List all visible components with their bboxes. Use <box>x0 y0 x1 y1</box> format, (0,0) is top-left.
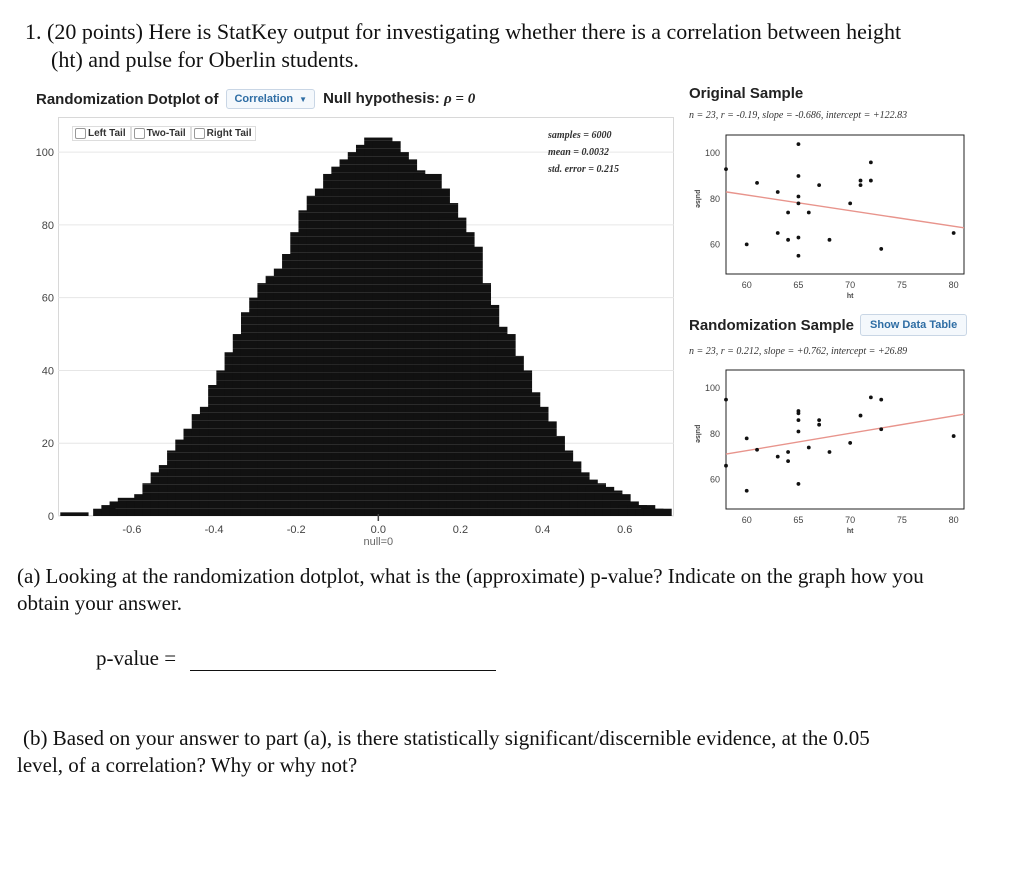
randomization-dotplot-title: Randomization Dotplot of <box>36 90 219 108</box>
scatter-y-tick-label: 80 <box>709 193 720 204</box>
part-b-question <box>17 725 1007 779</box>
null-marker-label: null=0 <box>363 536 394 548</box>
scatter-x-tick-label: 60 <box>741 515 752 525</box>
scatter-point <box>776 190 780 194</box>
scatter-point <box>807 446 811 450</box>
randomization-sample-row <box>689 314 967 336</box>
scatter-point <box>724 398 728 402</box>
scatter-point <box>724 464 728 468</box>
scatter-frame-group <box>694 135 964 300</box>
samples-stat: samples = 6000 <box>548 130 612 141</box>
scatter-point <box>786 238 790 242</box>
question-header <box>25 18 985 74</box>
scatter-point <box>952 434 956 438</box>
left-tail-checkbox[interactable] <box>75 128 86 139</box>
question-line-2: (ht) and pulse for Oberlin students. <box>51 47 359 72</box>
scatter-point <box>817 418 821 422</box>
scatter-point <box>828 450 832 454</box>
dotplot-x-ticks <box>122 524 632 536</box>
scatter-point <box>859 179 863 183</box>
scatter-x-tick-label: 70 <box>845 280 856 290</box>
scatter-point <box>724 167 728 171</box>
scatter-point <box>817 423 821 427</box>
scatter-x-tick-label: 80 <box>948 515 959 525</box>
pvalue-row <box>96 646 496 671</box>
right-tail-option[interactable] <box>191 126 257 141</box>
scatter-point <box>786 211 790 215</box>
null-hypothesis <box>323 90 475 108</box>
left-tail-label: Left Tail <box>88 128 126 139</box>
scatter-point <box>859 183 863 187</box>
dotplot-y-tick-label: 40 <box>41 365 54 378</box>
randomization-sample-title: Randomization Sample <box>689 316 855 334</box>
scatter-point <box>797 418 801 422</box>
scatter-x-axis-label: ht <box>846 293 854 300</box>
original-sample-stats: n = 23, r = -0.19, slope = -0.686, intercept = +122.83 <box>689 110 908 121</box>
scatter-point <box>745 242 749 246</box>
scatter-point <box>786 450 790 454</box>
dotplot-x-tick-label: -0.2 <box>286 524 306 536</box>
scatter-point <box>755 181 759 185</box>
null-hypothesis-label: Null hypothesis: <box>323 90 440 107</box>
dotplot-bar <box>60 512 88 516</box>
statistic-dropdown-label: Correlation <box>234 93 294 105</box>
tail-options <box>72 126 256 141</box>
scatter-y-tick-label: 100 <box>704 148 720 159</box>
scatter-x-tick-label: 70 <box>845 515 856 525</box>
dotplot-bar <box>643 509 671 516</box>
randomization-title-row <box>36 86 475 112</box>
randomization-dotplot <box>58 117 674 548</box>
scatter-point <box>817 183 821 187</box>
scatter-point <box>879 398 883 402</box>
dotplot-x-tick-label: 0.0 <box>370 524 386 536</box>
dotplot-x-tick-label: 0.6 <box>617 524 633 536</box>
dotplot-y-tick-label: 0 <box>47 511 54 523</box>
mean-stat: mean = 0.0032 <box>548 147 609 158</box>
original-sample-scatter <box>682 127 972 307</box>
scatter-y-tick-label: 60 <box>709 239 720 250</box>
dotplot-x-tick-label: 0.4 <box>534 524 551 536</box>
dotplot-x-tick-label: -0.4 <box>204 524 224 536</box>
scatter-point <box>869 395 873 399</box>
scatter-point <box>797 195 801 199</box>
scatter-y-tick-label: 80 <box>709 428 720 439</box>
scatter-y-axis-label: pulse <box>694 189 701 208</box>
std-error-stat: std. error = 0.215 <box>548 164 619 175</box>
scatter-point <box>797 142 801 146</box>
dotplot-bars <box>60 138 671 516</box>
scatter-point <box>745 489 749 493</box>
scatter-x-axis-label: ht <box>846 528 854 535</box>
dotplot-y-tick-label: 80 <box>41 219 54 232</box>
dotplot-y-axis <box>24 117 58 537</box>
right-tail-label: Right Tail <box>206 128 252 139</box>
part-a-question: (a) Looking at the randomization dotplot, what is the (approximate) p-value? Indicate on the graph how you obtain your answer. <box>17 564 924 615</box>
dotplot-y-tick-label: 60 <box>41 292 54 305</box>
two-tail-label: Two-Tail <box>146 128 186 139</box>
left-tail-option[interactable] <box>72 126 131 141</box>
dotplot-x-tick-label: 0.2 <box>452 524 469 536</box>
scatter-point <box>776 455 780 459</box>
scatter-point <box>755 448 759 452</box>
scatter-point <box>797 430 801 434</box>
original-sample-title: Original Sample <box>689 85 804 102</box>
scatter-point <box>848 201 852 205</box>
right-tail-checkbox[interactable] <box>194 128 205 139</box>
scatter-point <box>797 409 801 413</box>
scatter-x-tick-label: 80 <box>948 280 959 290</box>
scatter-y-tick-label: 100 <box>704 383 720 394</box>
pvalue-answer-blank[interactable] <box>190 650 496 671</box>
pvalue-label: p-value = <box>96 646 177 670</box>
scatter-point <box>776 231 780 235</box>
scatter-point <box>797 201 801 205</box>
scatter-point <box>786 459 790 463</box>
scatter-point <box>859 414 863 418</box>
scatter-point <box>879 247 883 251</box>
part-b-line-2: level, of a correlation? Why or why not? <box>17 753 358 777</box>
scatter-y-tick-label: 60 <box>709 474 720 485</box>
scatter-point <box>797 482 801 486</box>
scatter-point <box>797 174 801 178</box>
scatter-x-tick-label: 60 <box>741 280 752 290</box>
question-line-1: 1. (20 points) Here is StatKey output for investigating whether there is a correlation between height <box>25 19 902 44</box>
scatter-point <box>807 211 811 215</box>
two-tail-option[interactable] <box>131 126 191 141</box>
scatter-point <box>869 179 873 183</box>
scatter-y-axis-label: pulse <box>694 424 701 443</box>
scatter-point <box>745 436 749 440</box>
scatter-point <box>848 441 852 445</box>
randomization-sample-stats: n = 23, r = 0.212, slope = +0.762, intercept = +26.89 <box>689 346 908 357</box>
scatter-point <box>797 236 801 240</box>
dotplot-stats <box>548 127 619 178</box>
show-data-table-button[interactable]: Show Data Table <box>860 314 967 336</box>
statistic-dropdown[interactable] <box>226 89 315 109</box>
scatter-point <box>828 238 832 242</box>
scatter-point <box>869 160 873 164</box>
scatter-x-tick-label: 75 <box>896 280 907 290</box>
two-tail-checkbox[interactable] <box>134 128 145 139</box>
dotplot-x-tick-label: -0.6 <box>122 524 142 536</box>
scatter-x-tick-label: 75 <box>896 515 907 525</box>
dotplot-y-tick-label: 100 <box>35 147 54 160</box>
scatter-frame <box>726 370 964 509</box>
scatter-x-tick-label: 65 <box>793 515 804 525</box>
scatter-x-tick-label: 65 <box>793 280 804 290</box>
randomization-sample-scatter <box>682 362 972 542</box>
scatter-point <box>797 254 801 258</box>
scatter-point <box>879 427 883 431</box>
scatter-point <box>952 231 956 235</box>
scatter-frame <box>726 135 964 274</box>
chevron-down-icon: ▼ <box>299 94 308 104</box>
dotplot-y-tick-label: 20 <box>41 438 54 451</box>
part-b-line-1: (b) Based on your answer to part (a), is there statistically significant/discernible evidence, at the 0.05 <box>23 726 870 750</box>
null-hypothesis-expr: ρ = 0 <box>443 91 476 107</box>
